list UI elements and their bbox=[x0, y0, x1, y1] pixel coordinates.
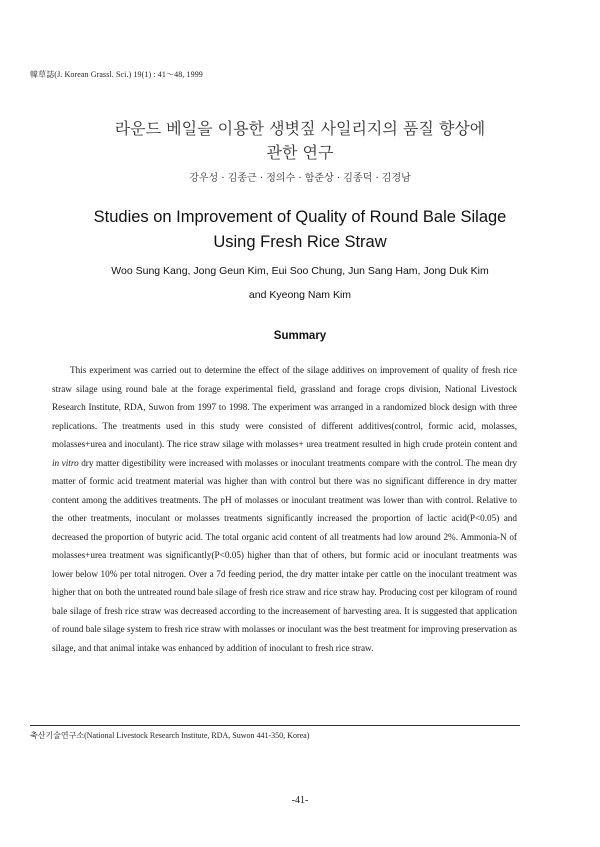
summary-heading: Summary bbox=[273, 330, 327, 342]
english-title-line-1: Studies on Improvement of Quality of Round Bale Silage bbox=[93, 208, 507, 226]
abstract-paragraph bbox=[52, 361, 517, 657]
english-title bbox=[40, 205, 560, 255]
english-authors-line-1: Woo Sung Kang, Jong Geun Kim, Eui Soo Chung, Jun Sang Ham, Jong Duk Kim bbox=[111, 265, 489, 277]
journal-header: 韓草誌(J. Korean Grassl. Sci.) 19(1) : 41～48, 1999 bbox=[30, 70, 203, 79]
korean-title-line-2: 관한 연구 bbox=[266, 143, 334, 162]
page-number: -41- bbox=[291, 795, 309, 806]
korean-title bbox=[40, 117, 560, 165]
footnote-divider bbox=[30, 725, 520, 726]
english-authors-line-2: and Kyeong Nam Kim bbox=[248, 289, 352, 301]
abstract-italic-term: in vitro bbox=[52, 457, 79, 468]
abstract-text-2: dry matter digestibility were increased with molasses or inoculant treatments compare with the control. The mean dry matter of formic acid treatment material was higher than with control but there was no significant difference in dry matter content among the additives treatments. The pH of molasses or inoculant treatment was lower than with control. Relative to the other treatments, inoculant or molasses treatments significantly increased the proportion of lactic acid(P<0.05) and decreased the proportion of butyric acid. The total organic acid content of all treatments had low around 2%. Ammonia-N of molasses+urea treatment was significantly(P<0.05) higher than that of others, but formic acid or inoculant treatments was lower below 10% per total nitrogen. Over a 7d feeding period, the dry matter intake per cattle on the inoculant treatment was higher that on both the untreated round bale silage of fresh rice straw and rice straw hay. Producing cost per kilogram of round bale silage of fresh rice straw was decreased according to the increasement of harvesting area. It is suggested that application of round bale silage system to fresh rice straw with molasses or inoculant was the best treatment for improving preservation as silage, and that animal intake was enhanced by addition of inoculant to fresh rice straw. bbox=[52, 457, 518, 653]
english-authors bbox=[30, 259, 570, 307]
abstract-text-1: This experiment was carried out to determine the effect of the silage additives on improvement of quality of fresh rice straw silage using round bale at the forage experimental field, grassland and forage crops division, National Livestock Research Institute, RDA, Suwon from 1997 to 1998. The experiment was arranged in a randomized block design with three replications. The treatments used in this study were consisted of different additives(control, formic acid, molasses, molasses+urea and inoculant). The rice straw silage with molasses+ urea treatment resulted in high crude protein content and bbox=[52, 365, 517, 449]
korean-authors: 강우성 · 김종근 · 정의수 · 함준상 · 김종덕 · 김경남 bbox=[189, 173, 411, 184]
affiliation-footnote: 축산기술연구소(National Livestock Research Institute, RDA, Suwon 441-350, Korea) bbox=[30, 731, 310, 740]
korean-title-line-1: 라운드 베일을 이용한 생볏짚 사일리지의 품질 향상에 bbox=[114, 119, 486, 138]
english-title-line-2: Using Fresh Rice Straw bbox=[213, 233, 387, 251]
